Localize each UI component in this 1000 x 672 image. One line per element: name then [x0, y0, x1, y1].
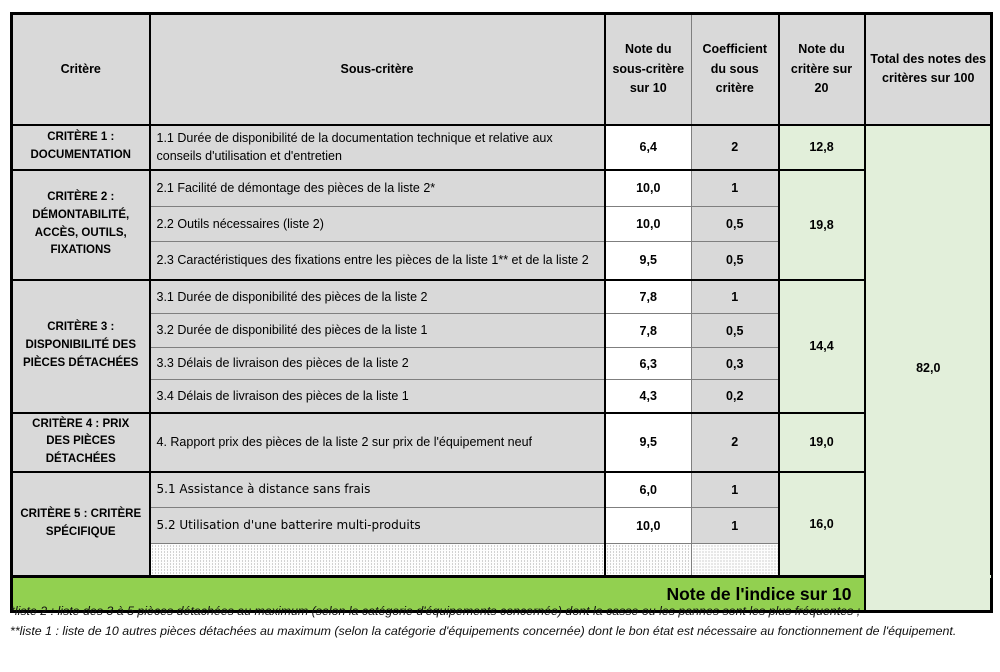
- note10-cell: 10,0: [605, 207, 692, 242]
- subcriterion-cell: 2.3 Caractéristiques des fixations entre les pièces de la liste 1** et de la liste 2: [150, 242, 605, 280]
- note10-cell: 9,5: [605, 242, 692, 280]
- coeff-cell: 0,5: [692, 314, 779, 348]
- subcriterion-cell: 2.2 Outils nécessaires (liste 2): [150, 207, 605, 242]
- header-note-critere-20: Note du critère sur 20: [779, 14, 865, 125]
- table-row: [12, 413, 992, 472]
- header-total-100: Total des notes des critères sur 100: [865, 14, 992, 125]
- note10-cell: 10,0: [605, 508, 692, 544]
- header-sous-critere: Sous-critère: [150, 14, 605, 125]
- hatched-cell: [150, 544, 605, 577]
- footnote-liste2: *liste 2 : liste des 3 à 5 pièces détachées au maximum (selon la catégorie d'équipements concernée) dont la casse ou les pannes sont les plus fréquentes ;: [10, 604, 861, 618]
- header-coefficient: Coefficient du sous critère: [692, 14, 779, 125]
- scoring-table: [10, 12, 993, 613]
- subcriterion-cell: 3.2 Durée de disponibilité des pièces de la liste 1: [150, 314, 605, 348]
- note20-cell: 19,8: [779, 170, 865, 280]
- header-row: [12, 14, 992, 125]
- note10-cell: 10,0: [605, 170, 692, 207]
- subcriterion-cell: 5.1 Assistance à distance sans frais: [150, 472, 605, 508]
- table-row: [12, 125, 992, 170]
- coeff-cell: 1: [692, 280, 779, 314]
- coeff-cell: 1: [692, 170, 779, 207]
- coeff-cell: 0,5: [692, 207, 779, 242]
- note10-cell: 7,8: [605, 314, 692, 348]
- header-critere: Critère: [12, 14, 150, 125]
- criterion-cell-1: CRITÈRE 1 : DOCUMENTATION: [12, 125, 150, 170]
- footnote-liste1: **liste 1 : liste de 10 autres pièces détachées au maximum (selon la catégorie d'équipements concernée) dont le bon état est nécessaire au fonctionnement de l'équipement.: [10, 624, 957, 638]
- note10-cell: 7,8: [605, 280, 692, 314]
- criterion-cell-3: CRITÈRE 3 : DISPONIBILITÉ DES PIÈCES DÉTACHÉES: [12, 280, 150, 413]
- criterion-cell-2: CRITÈRE 2 : DÉMONTABILITÉ, ACCÈS, OUTILS, FIXATIONS: [12, 170, 150, 280]
- note10-cell: 6,3: [605, 348, 692, 380]
- note20-cell: 19,0: [779, 413, 865, 472]
- subcriterion-cell: 4. Rapport prix des pièces de la liste 2 sur prix de l'équipement neuf: [150, 413, 605, 472]
- subcriterion-cell: 5.2 Utilisation d'une batterire multi-produits: [150, 508, 605, 544]
- note20-cell: 14,4: [779, 280, 865, 413]
- index-score-label: Note de l'indice sur 10: [12, 577, 865, 612]
- coeff-cell: 1: [692, 508, 779, 544]
- coeff-cell: 0,3: [692, 348, 779, 380]
- subcriterion-cell: 2.1 Facilité de démontage des pièces de la liste 2*: [150, 170, 605, 207]
- coeff-cell: 2: [692, 413, 779, 472]
- criterion-cell-5: CRITÈRE 5 : CRITÈRE SPÉCIFIQUE: [12, 472, 150, 577]
- hatched-cell: [605, 544, 692, 577]
- coeff-cell: 0,2: [692, 380, 779, 413]
- note20-cell: 16,0: [779, 472, 865, 577]
- note10-cell: 9,5: [605, 413, 692, 472]
- note10-cell: 6,4: [605, 125, 692, 170]
- footnotes: [10, 601, 988, 641]
- note20-cell: 12,8: [779, 125, 865, 170]
- note10-cell: 6,0: [605, 472, 692, 508]
- note10-cell: 4,3: [605, 380, 692, 413]
- subcriterion-cell: 1.1 Durée de disponibilité de la documentation technique et relative aux conseils d'utilisation et d'entretien: [150, 125, 605, 170]
- coeff-cell: 1: [692, 472, 779, 508]
- total-cell: 82,0: [865, 125, 992, 612]
- subcriterion-cell: 3.1 Durée de disponibilité des pièces de la liste 2: [150, 280, 605, 314]
- table-row: [12, 472, 992, 508]
- criterion-cell-4: CRITÈRE 4 : PRIX DES PIÈCES DÉTACHÉES: [12, 413, 150, 472]
- header-note-sous-critere: Note du sous-critère sur 10: [605, 14, 692, 125]
- table-row: [12, 170, 992, 207]
- coeff-cell: 0,5: [692, 242, 779, 280]
- coeff-cell: 2: [692, 125, 779, 170]
- subcriterion-cell: 3.4 Délais de livraison des pièces de la liste 1: [150, 380, 605, 413]
- table-row: [12, 280, 992, 314]
- hatched-cell: [692, 544, 779, 577]
- subcriterion-cell: 3.3 Délais de livraison des pièces de la liste 2: [150, 348, 605, 380]
